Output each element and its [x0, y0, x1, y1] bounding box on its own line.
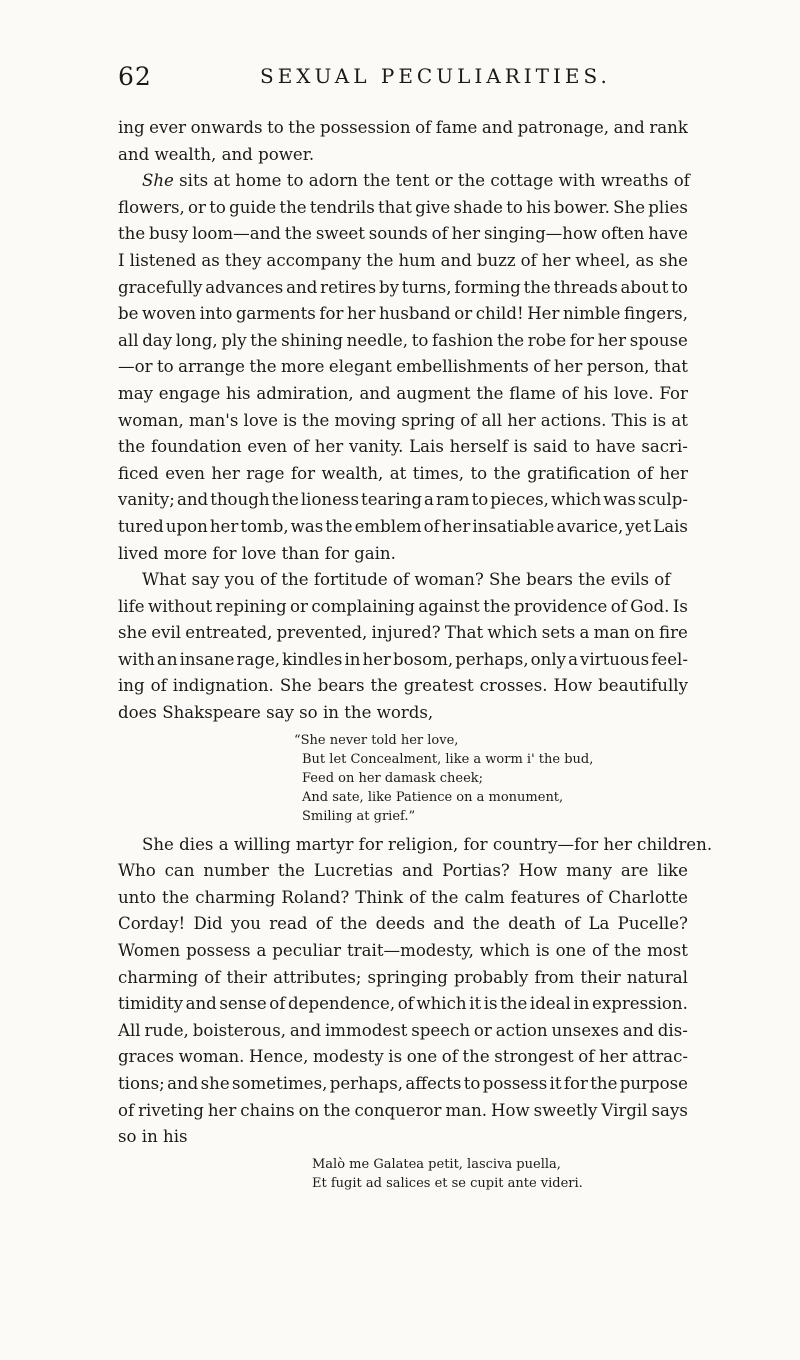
text-line: gracefully advances and retires by turns, forming the threads about to	[118, 277, 688, 297]
text-line: lived more for love than for gain.	[118, 543, 396, 563]
text-line: graces woman. Hence, modesty is one of the strongest of her attrac-	[118, 1047, 688, 1067]
verse-line: “She never told her love,	[294, 732, 459, 748]
text-line: Corday! Did you read of the deeds and the death of La Pucelle?	[118, 914, 688, 934]
text-line: so in his	[118, 1127, 188, 1147]
text-line: tions; and she sometimes, perhaps, affects to possess it for the purpose	[118, 1074, 688, 1093]
text-line: the foundation even of her vanity. Lais herself is said to have sacri-	[118, 437, 688, 457]
running-head: SEXUAL PECULIARITIES.	[260, 64, 611, 88]
text-line: What say you of the fortitude of woman? She bears the evils of	[142, 570, 671, 590]
text-line: woman, man's love is the moving spring of all her actions. This is at	[118, 410, 688, 430]
verse-line: Smiling at grief.”	[302, 808, 416, 824]
verse-line: Malò me Galatea petit, lasciva puella,	[312, 1156, 561, 1172]
verse-line: And sate, like Patience on a monument,	[302, 789, 564, 805]
text-line: charming of their attributes; springing probably from their natural	[118, 967, 688, 987]
text-line: Women possess a peculiar trait—modesty, which is one of the most	[118, 941, 688, 961]
verse-line: Et fugit ad salices et se cupit ante videri.	[312, 1175, 583, 1191]
text-line: and wealth, and power.	[118, 144, 315, 164]
text-line: She dies a willing martyr for religion, for country—for her children.	[142, 834, 713, 854]
text-line: flowers, or to guide the tendrils that give shade to his bower. She plies	[118, 197, 688, 217]
emphasis: She	[142, 171, 174, 191]
text-line	[118, 168, 688, 195]
text-line: may engage his admiration, and augment the flame of his love. For	[118, 383, 688, 403]
text-line: unto the charming Roland? Think of the calm features of Charlotte	[118, 887, 688, 907]
text-line: timidity and sense of dependence, of which it is the ideal in expression.	[118, 994, 688, 1014]
text-line: ing ever onwards to the possession of fame and patronage, and rank	[118, 118, 688, 137]
text-line: all day long, ply the shining needle, to fashion the robe for her spouse	[118, 330, 688, 350]
text-line: life without repining or complaining against the providence of God. Is	[118, 596, 688, 616]
text-line: Who can number the Lucretias and Portias? How many are like	[118, 861, 688, 881]
text-line: vanity; and though the lioness tearing a ram to pieces, which was sculp-	[118, 490, 688, 510]
text-line: of riveting her chains on the conqueror man. How sweetly Virgil says	[118, 1100, 688, 1120]
text-line: I listened as they accompany the hum and buzz of her wheel, as she	[118, 250, 688, 270]
text-line: All rude, boisterous, and immodest speech or action unsexes and dis-	[118, 1020, 688, 1040]
text-line: does Shakspeare say so in the words,	[118, 703, 434, 723]
page-body	[118, 115, 713, 1193]
page-header	[118, 62, 688, 92]
text-run: sits at home to adorn the tent or the cottage with wreaths of	[173, 171, 690, 191]
text-line: she evil entreated, prevented, injured? That which sets a man on fire	[118, 623, 688, 643]
text-line: ing of indignation. She bears the greatest crosses. How beautifully	[118, 676, 688, 696]
verse-quotation	[118, 731, 688, 826]
text-line: —or to arrange the more elegant embellishments of her person, that	[118, 357, 688, 377]
page-number: 62	[118, 62, 152, 91]
text-line: tured upon her tomb, was the emblem of her insatiable avarice, yet Lais	[118, 516, 688, 536]
latin-quotation	[118, 1155, 688, 1193]
verse-line: But let Concealment, like a worm i' the bud,	[302, 751, 594, 767]
text-line: the busy loom—and the sweet sounds of her singing—how often have	[118, 224, 688, 244]
text-line: ficed even her rage for wealth, at times, to the gratification of her	[118, 463, 688, 483]
verse-line: Feed on her damask cheek;	[302, 770, 484, 786]
text-line: be woven into garments for her husband or child! Her nimble fingers,	[118, 304, 688, 324]
text-line: with an insane rage, kindles in her bosom, perhaps, only a virtuous feel-	[118, 649, 688, 669]
